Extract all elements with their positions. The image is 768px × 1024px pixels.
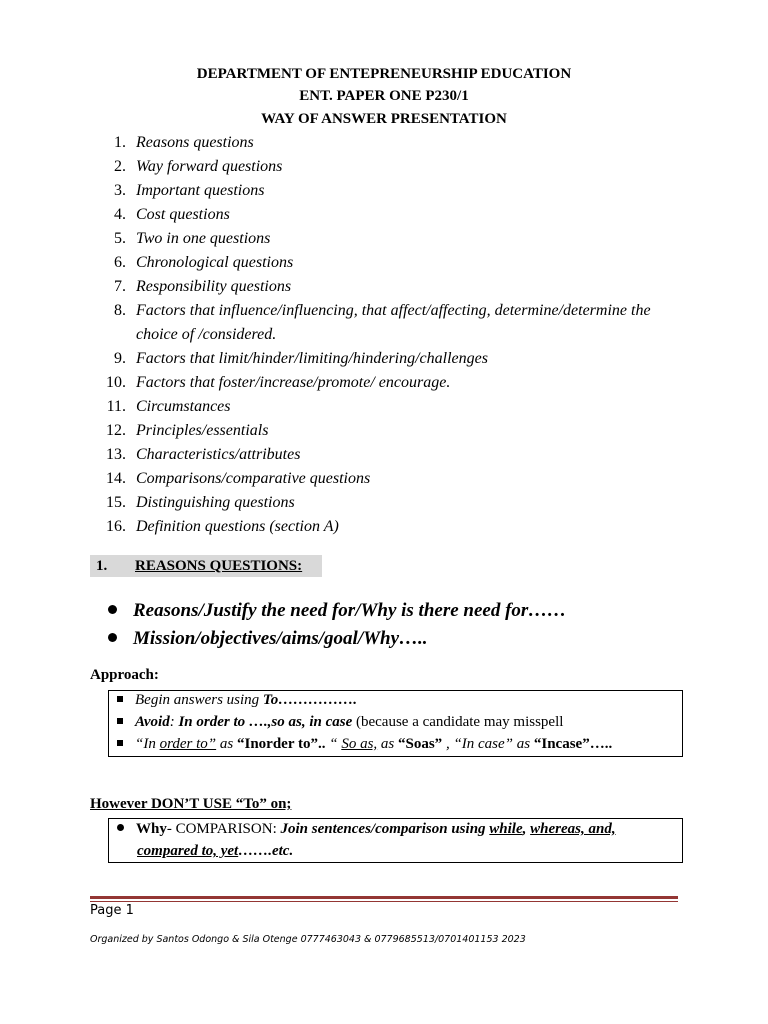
comparison-underlined: compared to, yet: [137, 843, 239, 859]
approach-text: as: [377, 736, 398, 752]
approach-text: , “In case” as: [442, 736, 534, 752]
big-bullet-text: Reasons/Justify the need for/Why is there need for……: [133, 600, 567, 621]
comparison-bold: Join sentences/comparison using: [280, 821, 490, 837]
approach-bold: “Soas”: [398, 736, 443, 752]
item-number: 14.: [106, 470, 126, 487]
item-text: Principles/essentials: [136, 422, 269, 439]
big-bullet-text: Mission/objectives/aims/goal/Why…..: [133, 628, 428, 649]
item-text: Responsibility questions: [136, 278, 292, 295]
approach-box: [108, 690, 683, 757]
item-text: Two in one questions: [136, 230, 271, 247]
item-text: Definition questions (section A): [136, 518, 339, 535]
item-text: Comparisons/comparative questions: [136, 470, 371, 487]
presentation-heading: WAY OF ANSWER PRESENTATION: [261, 111, 507, 127]
comparison-text: - COMPARISON:: [166, 821, 281, 837]
department-heading: DEPARTMENT OF ENTEPRENEURSHIP EDUCATION: [196, 66, 572, 82]
item-number: 10.: [106, 374, 126, 391]
approach-row: [117, 736, 612, 753]
item-number: 5.: [114, 230, 126, 247]
big-bullet-item: [108, 600, 566, 622]
approach-text: “: [325, 736, 342, 752]
item-text: Distinguishing questions: [136, 494, 295, 511]
comparison-bold: …….etc.: [238, 843, 294, 859]
item-number: 7.: [114, 278, 126, 295]
however-label: However DON’T USE “To” on;: [90, 796, 292, 812]
question-type-item: [0, 347, 768, 371]
item-text: Characteristics/attributes: [136, 446, 301, 463]
question-type-item: [0, 251, 768, 275]
item-number: 16.: [106, 518, 126, 535]
item-text: Factors that foster/increase/promote/ encourage.: [136, 374, 451, 391]
approach-text: as: [216, 736, 237, 752]
approach-row: [117, 692, 357, 709]
footer-credit: Organized by Santos Odongo & Sila Otenge 0777463043 & 0779685513/0701401153 2023: [90, 934, 526, 945]
approach-bold: “Inorder to”..: [236, 736, 326, 752]
item-text: Factors that influence/influencing, that affect/affecting, determine/determine the choice of /considered.: [136, 302, 651, 343]
item-text: Way forward questions: [136, 158, 283, 175]
question-type-item: [0, 227, 768, 251]
question-type-item: [0, 131, 768, 155]
why-label: Why: [136, 821, 167, 837]
question-type-item: [0, 419, 768, 443]
item-number: 1.: [114, 134, 126, 151]
section-number: 1.: [96, 558, 108, 574]
question-type-item: [0, 467, 768, 491]
question-type-item: [0, 371, 768, 395]
question-type-item: [0, 179, 768, 203]
item-text: Reasons questions: [136, 134, 254, 151]
section-title: REASONS QUESTIONS:: [135, 558, 303, 574]
bullet-icon: [108, 633, 117, 642]
approach-text: :: [169, 714, 179, 730]
comparison-bold: ,: [522, 821, 531, 837]
question-type-item: [0, 491, 768, 515]
comparison-underlined: whereas, and,: [530, 821, 616, 837]
section-heading-reasons: [90, 555, 322, 577]
question-type-item: [0, 203, 768, 227]
item-text: Chronological questions: [136, 254, 294, 271]
question-type-item: [0, 395, 768, 419]
item-text: Cost questions: [136, 206, 230, 223]
item-number: 15.: [106, 494, 126, 511]
question-type-item: [0, 443, 768, 467]
approach-text: (because a candidate may misspell: [352, 714, 564, 730]
approach-text: Begin answers using: [135, 692, 263, 708]
item-text: Important questions: [136, 182, 265, 199]
item-number: 3.: [114, 182, 126, 199]
approach-label: Approach:: [90, 667, 159, 683]
question-types-list: [0, 131, 768, 539]
item-number: 9.: [114, 350, 126, 367]
item-number: 11.: [106, 398, 126, 415]
approach-underlined: order to”: [159, 736, 217, 752]
comparison-line: [117, 821, 616, 838]
comparison-underlined: while: [489, 821, 523, 837]
comparison-box: [108, 818, 683, 863]
question-type-item: [0, 299, 768, 347]
item-text: Factors that limit/hinder/limiting/hindering/challenges: [136, 350, 488, 367]
item-number: 12.: [106, 422, 126, 439]
big-bullet-item: [108, 628, 428, 650]
approach-underlined: So as,: [341, 736, 378, 752]
approach-bold: To…………….: [262, 692, 357, 708]
approach-bold: “Incase”…..: [533, 736, 613, 752]
square-bullet-icon: [117, 740, 123, 746]
paper-heading: ENT. PAPER ONE P230/1: [299, 88, 469, 104]
page-number: Page 1: [90, 903, 134, 918]
item-number: 6.: [114, 254, 126, 271]
approach-row: [117, 714, 563, 731]
question-type-item: [0, 515, 768, 539]
item-number: 8.: [114, 302, 126, 319]
question-type-item: [0, 155, 768, 179]
avoid-label: Avoid: [135, 714, 170, 730]
bullet-icon: [108, 605, 117, 614]
item-number: 2.: [114, 158, 126, 175]
square-bullet-icon: [117, 718, 123, 724]
comparison-line: [137, 843, 293, 860]
question-type-item: [0, 275, 768, 299]
square-bullet-icon: [117, 696, 123, 702]
footer-rule-thin: [90, 901, 678, 902]
approach-text: “In: [135, 736, 160, 752]
item-number: 13.: [106, 446, 126, 463]
item-number: 4.: [114, 206, 126, 223]
approach-bold: In order to ….,so as, in case: [178, 714, 353, 730]
bullet-icon: [117, 824, 124, 831]
item-text: Circumstances: [136, 398, 231, 415]
footer-rule: [90, 896, 678, 899]
